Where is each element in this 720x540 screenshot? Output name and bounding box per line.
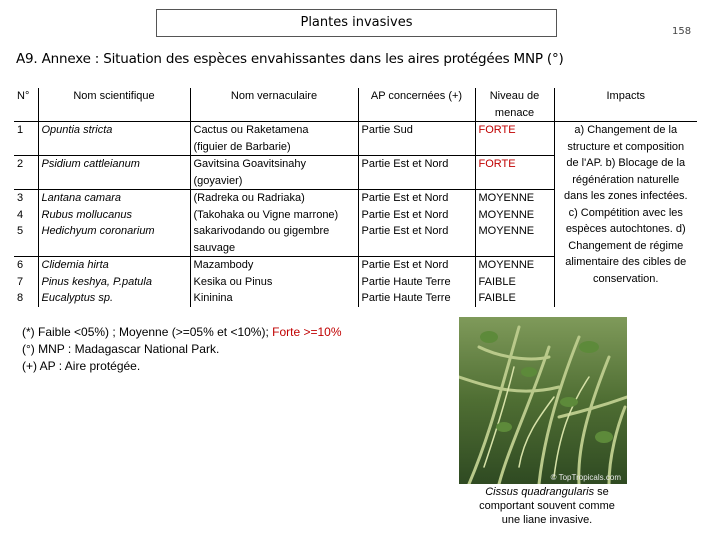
row-number: 2: [14, 156, 38, 190]
impacts-line: structure et composition: [567, 140, 685, 153]
vernacular-name: [190, 122, 358, 156]
impacts-line: régénération naturelle: [572, 173, 680, 186]
vernacular-line: sakarivodando ou gigembre: [193, 225, 330, 237]
ap-concerned: Partie Est et Nord: [358, 257, 475, 274]
scientific-name: Eucalyptus sp.: [38, 290, 190, 307]
ap-concerned: Partie Est et Nord: [358, 190, 475, 207]
row-number: 1: [14, 122, 38, 156]
row-number: 5: [14, 223, 38, 257]
invasive-species-table: [14, 88, 697, 307]
ap-concerned: Partie Est et Nord: [358, 156, 475, 190]
impacts-line: c) Compétition avec les: [568, 206, 683, 219]
plant-illustration: [459, 317, 627, 484]
header-vernacular: Nom vernaculaire: [190, 88, 358, 122]
row-number: 6: [14, 257, 38, 274]
caption-line2: comportant souvent comme: [479, 500, 615, 512]
vernacular-name: Mazambody: [190, 257, 358, 274]
scientific-name: Clidemia hirta: [38, 257, 190, 274]
legend-line-threat: [22, 324, 342, 341]
row-number: 3: [14, 190, 38, 207]
legend-line-mnp: (°) MNP : Madagascar National Park.: [22, 342, 220, 356]
cissus-photo: [459, 317, 627, 484]
page-number: 158: [672, 26, 692, 37]
header-scientific: Nom scientifique: [38, 88, 190, 122]
row-number: 7: [14, 274, 38, 291]
scientific-name: Psidium cattleianum: [38, 156, 190, 190]
photo-caption: [462, 485, 632, 527]
vernacular-name: [190, 223, 358, 257]
vernacular-line: sauvage: [193, 241, 236, 254]
row-number: 8: [14, 290, 38, 307]
threat-level: FAIBLE: [475, 290, 554, 307]
threat-level: FORTE: [475, 156, 554, 190]
scientific-name: Pinus keshya, P.patula: [38, 274, 190, 291]
vernacular-line: Gavitsina Goavitsinahy: [193, 158, 306, 170]
vernacular-name: (Radreka ou Radriaka): [190, 190, 358, 207]
scientific-name: Lantana camara: [38, 190, 190, 207]
impacts-cell: [554, 122, 697, 307]
threat-level: FORTE: [475, 122, 554, 156]
impacts-line: conservation.: [593, 272, 659, 285]
impacts-line: alimentaire des cibles de: [565, 256, 687, 268]
threat-level: MOYENNE: [475, 257, 554, 274]
impacts-line: a) Changement de la: [574, 124, 678, 136]
ap-concerned: Partie Haute Terre: [358, 290, 475, 307]
header-threat-line2: menace: [494, 106, 535, 119]
threat-level: MOYENNE: [475, 207, 554, 224]
caption-scientific: Cissus quadrangularis: [485, 486, 595, 498]
header-threat-line1: Niveau de: [489, 90, 540, 102]
ap-concerned: Partie Est et Nord: [358, 223, 475, 257]
table-row: [14, 122, 697, 156]
threat-level: FAIBLE: [475, 274, 554, 291]
vernacular-line: Cactus ou Raketamena: [193, 124, 309, 136]
photo-watermark: © TopTropicals.com: [550, 473, 621, 482]
header-title: Plantes invasives: [300, 15, 413, 30]
scientific-name: Opuntia stricta: [38, 122, 190, 156]
header-title-box: [156, 9, 557, 37]
threat-level: MOYENNE: [475, 190, 554, 207]
threat-level: MOYENNE: [475, 223, 554, 257]
impacts-line: dans les zones infectées.: [563, 190, 688, 202]
header-ap: AP concernées (+): [358, 88, 475, 122]
header-threat: [475, 88, 554, 122]
section-title: A9. Annexe : Situation des espèces envahissantes dans les aires protégées MNP (°): [16, 51, 564, 67]
legend-threat-text: (*) Faible <05%) ; Moyenne (>=05% et <10%);: [22, 325, 273, 339]
vernacular-name: Kininina: [190, 290, 358, 307]
caption-line3: une liane invasive.: [501, 514, 593, 526]
legend-line-ap: (+) AP : Aire protégée.: [22, 359, 141, 373]
scientific-name: Rubus mollucanus: [38, 207, 190, 224]
header-n: N°: [14, 88, 38, 122]
row-number: 4: [14, 207, 38, 224]
caption-line1: [462, 485, 632, 499]
legend: [22, 324, 342, 375]
vernacular-line: (goyavier): [193, 174, 243, 187]
vernacular-name: (Takohaka ou Vigne marrone): [190, 207, 358, 224]
ap-concerned: Partie Haute Terre: [358, 274, 475, 291]
header-impacts: Impacts: [554, 88, 697, 122]
legend-forte-text: Forte >=10%: [272, 325, 342, 339]
vernacular-name: [190, 156, 358, 190]
table-header-row: [14, 88, 697, 122]
impacts-line: Changement de régime: [568, 239, 684, 252]
impacts-line: de l'AP. b) Blocage de la: [566, 157, 686, 169]
ap-concerned: Partie Est et Nord: [358, 207, 475, 224]
ap-concerned: Partie Sud: [358, 122, 475, 156]
vernacular-name: Kesika ou Pinus: [190, 274, 358, 291]
caption-rest: se: [594, 486, 609, 498]
vernacular-line: (figuier de Barbarie): [193, 140, 291, 153]
impacts-line: espèces autochtones. d): [565, 223, 686, 235]
scientific-name: Hedichyum coronarium: [38, 223, 190, 257]
